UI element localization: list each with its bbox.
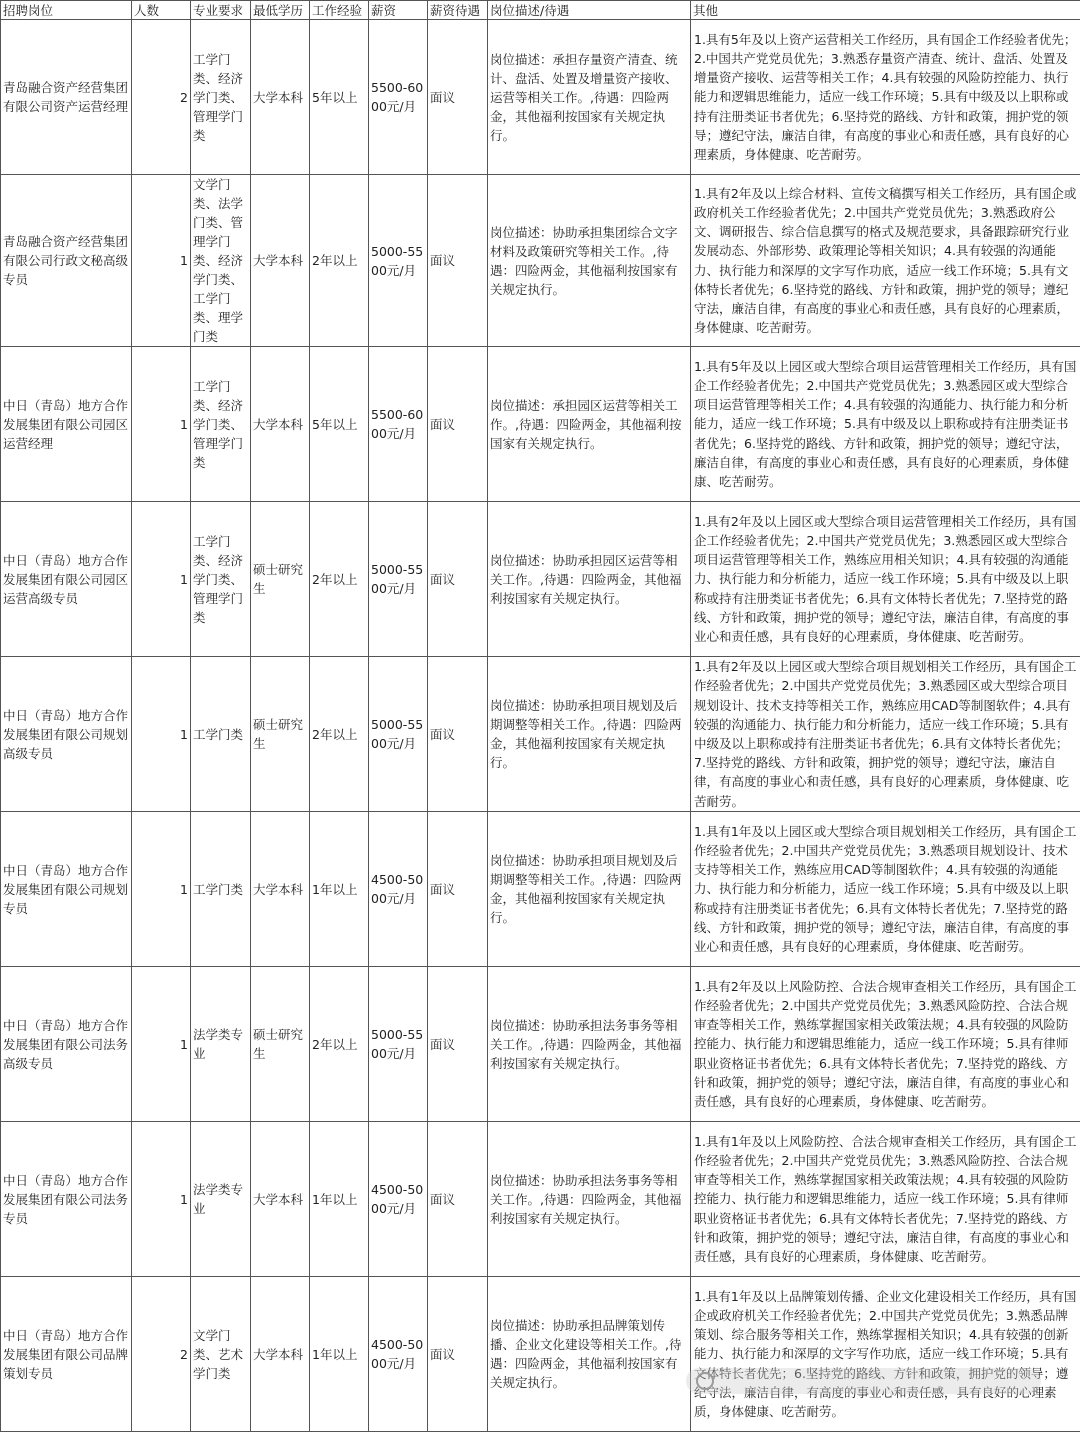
cell-major: 法学类专业 <box>191 967 251 1122</box>
cell-position: 中日（青岛）地方合作发展集团有限公司法务专员 <box>1 1122 132 1277</box>
cell-education: 硕士研究生 <box>251 502 310 657</box>
cell-other: 1.具有1年及以上园区或大型综合项目规划相关工作经历，具有国企工作经验者优先；2.中国共产党党员优先；3.熟悉项目规划设计、技术支持等相关工作，熟练应用CAD等制图软件；4.具有较强的沟通能力、执行能力和分析能力，适应一线工作环境；5.具有中级及以上职称或持有注册类证书者优先；6.具有文体特长者优先；7.坚持党的路线、方针和政策，拥护党的领导；遵纪守法，廉洁自律，有高度的事业心和责任感，具有良好的心理素质，身体健康、吃苦耐劳。 <box>691 812 1080 967</box>
cell-experience: 1年以上 <box>310 1122 369 1277</box>
cell-treatment: 面议 <box>428 175 488 347</box>
cell-education: 大学本科 <box>251 175 310 347</box>
cell-major: 工学门类 <box>191 657 251 812</box>
header-salary: 薪资 <box>369 1 428 20</box>
cell-treatment: 面议 <box>428 1277 488 1432</box>
cell-position: 中日（青岛）地方合作发展集团有限公司法务高级专员 <box>1 967 132 1122</box>
cell-education: 硕士研究生 <box>251 967 310 1122</box>
header-count: 人数 <box>132 1 191 20</box>
cell-description: 岗位描述：协助承担项目规划及后期调整等相关工作。,待遇：四险两金，其他福利按国家有关规定执行。 <box>488 812 691 967</box>
cell-salary: 5000-5500元/月 <box>369 967 428 1122</box>
cell-count: 1 <box>132 1122 191 1277</box>
cell-major: 文学门类、法学门类、管理学门类、经济学门类、工学门类、理学门类 <box>191 175 251 347</box>
header-experience: 工作经验 <box>310 1 369 20</box>
cell-salary: 5000-5500元/月 <box>369 657 428 812</box>
cell-treatment: 面议 <box>428 20 488 175</box>
cell-major: 文学门类、艺术学门类 <box>191 1277 251 1432</box>
header-education: 最低学历 <box>251 1 310 20</box>
header-treatment: 薪资待遇 <box>428 1 488 20</box>
cell-salary: 5000-5500元/月 <box>369 175 428 347</box>
cell-count: 2 <box>132 20 191 175</box>
cell-salary: 4500-5000元/月 <box>369 1277 428 1432</box>
cell-count: 2 <box>132 1277 191 1432</box>
cell-education: 大学本科 <box>251 347 310 502</box>
table-row <box>1 657 1080 812</box>
cell-description: 岗位描述：协助承担法务事务等相关工作。,待遇：四险两金，其他福利按国家有关规定执行。 <box>488 967 691 1122</box>
cell-treatment: 面议 <box>428 502 488 657</box>
cell-major: 工学门类、经济学门类、管理学门类 <box>191 20 251 175</box>
cell-other: 1.具有5年及以上园区或大型综合项目运营管理相关工作经历，具有国企工作经验者优先；2.中国共产党党员优先；3.熟悉园区或大型综合项目运营管理等相关工作；4.具有较强的沟通能力、执行能力和分析能力，适应一线工作环境；5.具有中级及以上职称或持有注册类证书者优先；6.坚持党的路线、方针和政策，拥护党的领导；遵纪守法，廉洁自律，有高度的事业心和责任感，具有良好的心理素质，身体健康、吃苦耐劳。 <box>691 347 1080 502</box>
header-description: 岗位描述/待遇 <box>488 1 691 20</box>
cell-other: 1.具有5年及以上资产运营相关工作经历，具有国企工作经验者优先；2.中国共产党党员优先；3.熟悉存量资产清查、统计、盘活、处置及增量资产接收、运营等相关工作；4.具有较强的风险防控能力、执行能力和逻辑思维能力，适应一线工作环境；5.具有中级及以上职称或持有注册类证书者优先；6.坚持党的路线、方针和政策，拥护党的领导；遵纪守法，廉洁自律，有高度的事业心和责任感，具有良好的心理素质，身体健康、吃苦耐劳。 <box>691 20 1080 175</box>
cell-position: 中日（青岛）地方合作发展集团有限公司园区运营经理 <box>1 347 132 502</box>
table-row <box>1 812 1080 967</box>
cell-description: 岗位描述：协助承担园区运营等相关工作。,待遇：四险两金，其他福利按国家有关规定执行。 <box>488 502 691 657</box>
cell-description: 岗位描述：承担存量资产清查、统计、盘活、处置及增量资产接收、运营等相关工作。,待遇：四险两金，其他福利按国家有关规定执行。 <box>488 20 691 175</box>
cell-treatment: 面议 <box>428 657 488 812</box>
cell-education: 大学本科 <box>251 20 310 175</box>
cell-major: 工学门类 <box>191 812 251 967</box>
cell-other: 1.具有2年及以上风险防控、合法合规审查相关工作经历，具有国企工作经验者优先；2.中国共产党党员优先；3.熟悉风险防控、合法合规审查等相关工作，熟练掌握国家相关政策法规；4.具有较强的风险防控能力、执行能力和逻辑思维能力，适应一线工作环境；5.具有律师职业资格证书者优先；6.具有文体特长者优先；7.坚持党的路线、方针和政策，拥护党的领导；遵纪守法，廉洁自律，有高度的事业心和责任感，具有良好的心理素质，身体健康、吃苦耐劳。 <box>691 967 1080 1122</box>
cell-experience: 2年以上 <box>310 967 369 1122</box>
cell-salary: 5500-6000元/月 <box>369 20 428 175</box>
cell-experience: 2年以上 <box>310 657 369 812</box>
cell-experience: 5年以上 <box>310 20 369 175</box>
cell-count: 1 <box>132 347 191 502</box>
cell-experience: 5年以上 <box>310 347 369 502</box>
table-row <box>1 175 1080 347</box>
table-row <box>1 347 1080 502</box>
table-row <box>1 1277 1080 1432</box>
table-row <box>1 967 1080 1122</box>
cell-count: 1 <box>132 967 191 1122</box>
cell-position: 中日（青岛）地方合作发展集团有限公司品牌策划专员 <box>1 1277 132 1432</box>
cell-description: 岗位描述：协助承担集团综合文字材料及政策研究等相关工作。,待遇：四险两金，其他福利按国家有关规定执行。 <box>488 175 691 347</box>
cell-position: 中日（青岛）地方合作发展集团有限公司规划专员 <box>1 812 132 967</box>
header-position: 招聘岗位 <box>1 1 132 20</box>
cell-salary: 5500-6000元/月 <box>369 347 428 502</box>
cell-experience: 2年以上 <box>310 502 369 657</box>
cell-experience: 2年以上 <box>310 175 369 347</box>
watermark-overlay <box>686 1368 1041 1394</box>
table-row <box>1 1122 1080 1277</box>
header-major: 专业要求 <box>191 1 251 20</box>
cell-description: 岗位描述：协助承担项目规划及后期调整等相关工作。,待遇：四险两金，其他福利按国家有关规定执行。 <box>488 657 691 812</box>
cell-salary: 5000-5500元/月 <box>369 502 428 657</box>
cell-treatment: 面议 <box>428 347 488 502</box>
cell-count: 1 <box>132 502 191 657</box>
cell-count: 1 <box>132 657 191 812</box>
cell-description: 岗位描述：协助承担法务事务等相关工作。,待遇：四险两金，其他福利按国家有关规定执行。 <box>488 1122 691 1277</box>
cell-education: 大学本科 <box>251 812 310 967</box>
cell-other: 1.具有2年及以上园区或大型综合项目运营管理相关工作经历，具有国企工作经验者优先；2.中国共产党党员优先；3.熟悉园区或大型综合项目运营管理等相关工作，熟练应用相关知识；4.具有较强的沟通能力、执行能力和分析能力，适应一线工作环境；5.具有中级及以上职称或持有注册类证书者优先；6.具有文体特长者优先；7.坚持党的路线、方针和政策，拥护党的领导；遵纪守法，廉洁自律，有高度的事业心和责任感，具有良好的心理素质，身体健康、吃苦耐劳。 <box>691 502 1080 657</box>
cell-major: 工学门类、经济学门类、管理学门类 <box>191 347 251 502</box>
cell-experience: 1年以上 <box>310 812 369 967</box>
cell-education: 大学本科 <box>251 1122 310 1277</box>
cell-salary: 4500-5000元/月 <box>369 1122 428 1277</box>
watermark-logo-icon <box>696 1372 714 1390</box>
header-row <box>1 1 1080 20</box>
cell-treatment: 面议 <box>428 967 488 1122</box>
table-row <box>1 20 1080 175</box>
cell-major: 工学门类、经济学门类、管理学门类 <box>191 502 251 657</box>
cell-treatment: 面议 <box>428 812 488 967</box>
cell-treatment: 面议 <box>428 1122 488 1277</box>
cell-major: 法学类专业 <box>191 1122 251 1277</box>
cell-description: 岗位描述：协助承担品牌策划传播、企业文化建设等相关工作。,待遇：四险两金，其他福利按国家有关规定执行。 <box>488 1277 691 1432</box>
cell-position: 中日（青岛）地方合作发展集团有限公司规划高级专员 <box>1 657 132 812</box>
cell-education: 硕士研究生 <box>251 657 310 812</box>
cell-other: 1.具有2年及以上综合材料、宣传文稿撰写相关工作经历，具有国企或政府机关工作经验者优先；2.中国共产党党员优先；3.熟悉政府公文、调研报告、综合信息撰写的格式及规范要求，具备跟踪研究行业发展动态、外部形势、政策理论等相关知识；4.具有较强的沟通能力、执行能力和深厚的文字写作功底，适应一线工作环境；5.具有文体特长者优先；6.坚持党的路线、方针和政策，拥护党的领导；遵纪守法，廉洁自律，有高度的事业心和责任感，具有良好的心理素质，身体健康、吃苦耐劳。 <box>691 175 1080 347</box>
cell-salary: 4500-5000元/月 <box>369 812 428 967</box>
cell-description: 岗位描述：承担园区运营等相关工作。,待遇：四险两金，其他福利按国家有关规定执行。 <box>488 347 691 502</box>
cell-position: 中日（青岛）地方合作发展集团有限公司园区运营高级专员 <box>1 502 132 657</box>
cell-experience: 1年以上 <box>310 1277 369 1432</box>
cell-count: 1 <box>132 812 191 967</box>
cell-position: 青岛融合资产经营集团有限公司资产运营经理 <box>1 20 132 175</box>
cell-count: 1 <box>132 175 191 347</box>
cell-other: 1.具有1年及以上品牌策划传播、企业文化建设相关工作经历，具有国企或政府机关工作经验者优先；2.中国共产党党员优先；3.熟悉品牌策划、综合服务等相关工作，熟练掌握相关知识；4.具有较强的创新能力、执行能力和深厚的文字写作功底，适应一线工作环境；5.具有文体特长者优先；6.坚持党的路线、方针和政策，拥护党的领导；遵纪守法，廉洁自律，有高度的事业心和责任感，具有良好的心理素质，身体健康、吃苦耐劳。 <box>691 1277 1080 1432</box>
cell-education: 大学本科 <box>251 1277 310 1432</box>
cell-other: 1.具有1年及以上风险防控、合法合规审查相关工作经历，具有国企工作经验者优先；2.中国共产党党员优先；3.熟悉风险防控、合法合规审查等相关工作，熟练掌握国家相关政策法规；4.具有较强的风险防控能力、执行能力和逻辑思维能力，适应一线工作环境；5.具有律师职业资格证书者优先；6.具有文体特长者优先；7.坚持党的路线、方针和政策，拥护党的领导；遵纪守法，廉洁自律，有高度的事业心和责任感，具有良好的心理素质，身体健康、吃苦耐劳。 <box>691 1122 1080 1277</box>
header-other: 其他 <box>691 1 1080 20</box>
cell-other: 1.具有2年及以上园区或大型综合项目规划相关工作经历，具有国企工作经验者优先；2.中国共产党党员优先；3.熟悉园区或大型综合项目规划设计、技术支持等相关工作，熟练应用CAD等制图软件；4.具有较强的沟通能力、执行能力和分析能力，适应一线工作环境；5.具有中级及以上职称或持有注册类证书者优先；6.具有文体特长者优先；7.坚持党的路线、方针和政策，拥护党的领导；遵纪守法，廉洁自律，有高度的事业心和责任感，具有良好的心理素质，身体健康、吃苦耐劳。 <box>691 657 1080 812</box>
cell-position: 青岛融合资产经营集团有限公司行政文秘高级专员 <box>1 175 132 347</box>
table-row <box>1 502 1080 657</box>
